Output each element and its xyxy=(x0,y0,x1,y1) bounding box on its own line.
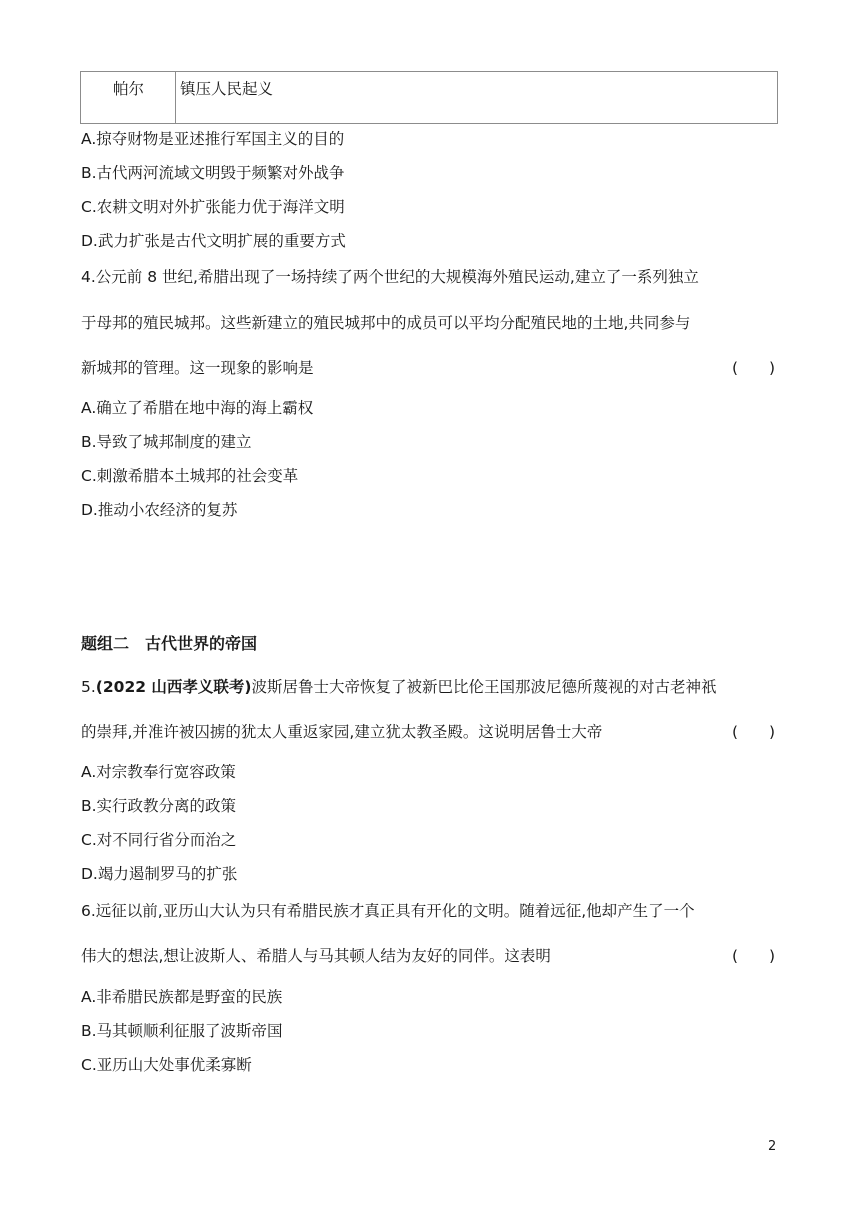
q3-option-c: C.农耕文明对外扩张能力优于海洋文明 xyxy=(81,198,345,216)
section-heading: 题组二 古代世界的帝国 xyxy=(81,634,258,653)
q5-stem-line1 xyxy=(81,675,717,697)
q6-answer-paren: ( ) xyxy=(732,947,776,965)
q4-stem-line2: 于母邦的殖民城邦。这些新建立的殖民城邦中的成员可以平均分配殖民地的土地,共同参与 xyxy=(81,314,691,332)
q5-stem-text: 波斯居鲁士大帝恢复了被新巴比伦王国那波尼德所蔑视的对古老神祇 xyxy=(251,678,717,696)
q6-stem-line1: 6.远征以前,亚历山大认为只有希腊民族才真正具有开化的文明。随着远征,他却产生了一个 xyxy=(81,902,695,920)
q4-stem-line3: 新城邦的管理。这一现象的影响是 xyxy=(81,359,314,377)
q5-option-a: A.对宗教奉行宽容政策 xyxy=(81,763,236,781)
q4-option-b: B.导致了城邦制度的建立 xyxy=(81,433,252,451)
q3-option-a: A.掠夺财物是亚述推行军国主义的目的 xyxy=(81,130,345,148)
q5-option-c: C.对不同行省分而治之 xyxy=(81,831,237,849)
q5-option-d: D.竭力遏制罗马的扩张 xyxy=(81,865,238,883)
q6-option-c: C.亚历山大处事优柔寡断 xyxy=(81,1056,252,1074)
q5-source: (2022 山西孝义联考) xyxy=(95,678,252,696)
q4-option-a: A.确立了希腊在地中海的海上霸权 xyxy=(81,399,314,417)
table-cell-event: 镇压人民起义 xyxy=(180,80,274,98)
q3-option-d: D.武力扩张是古代文明扩展的重要方式 xyxy=(81,232,346,250)
q3-option-b: B.古代两河流域文明毁于频繁对外战争 xyxy=(81,164,345,182)
q5-stem-line2: 的崇拜,并准许被囚掳的犹太人重返家园,建立犹太教圣殿。这说明居鲁士大帝 xyxy=(81,723,603,741)
table-fragment xyxy=(80,71,778,124)
table-divider xyxy=(175,72,176,123)
q6-stem-line2: 伟大的想法,想让波斯人、希腊人与马其顿人结为友好的同伴。这表明 xyxy=(81,947,551,965)
page-number: 2 xyxy=(768,1139,777,1154)
table-cell-name: 帕尔 xyxy=(113,80,145,98)
q4-stem-line1: 4.公元前 8 世纪,希腊出现了一场持续了两个世纪的大规模海外殖民运动,建立了一系列独立 xyxy=(81,268,699,286)
q4-option-c: C.刺激希腊本土城邦的社会变革 xyxy=(81,467,299,485)
q5-option-b: B.实行政教分离的政策 xyxy=(81,797,237,815)
q6-option-a: A.非希腊民族都是野蛮的民族 xyxy=(81,988,283,1006)
q5-answer-paren: ( ) xyxy=(732,723,776,741)
q4-option-d: D.推动小农经济的复苏 xyxy=(81,501,238,519)
q6-option-b: B.马其顿顺利征服了波斯帝国 xyxy=(81,1022,283,1040)
q5-number: 5. xyxy=(81,678,96,696)
q4-answer-paren: ( ) xyxy=(732,359,776,377)
